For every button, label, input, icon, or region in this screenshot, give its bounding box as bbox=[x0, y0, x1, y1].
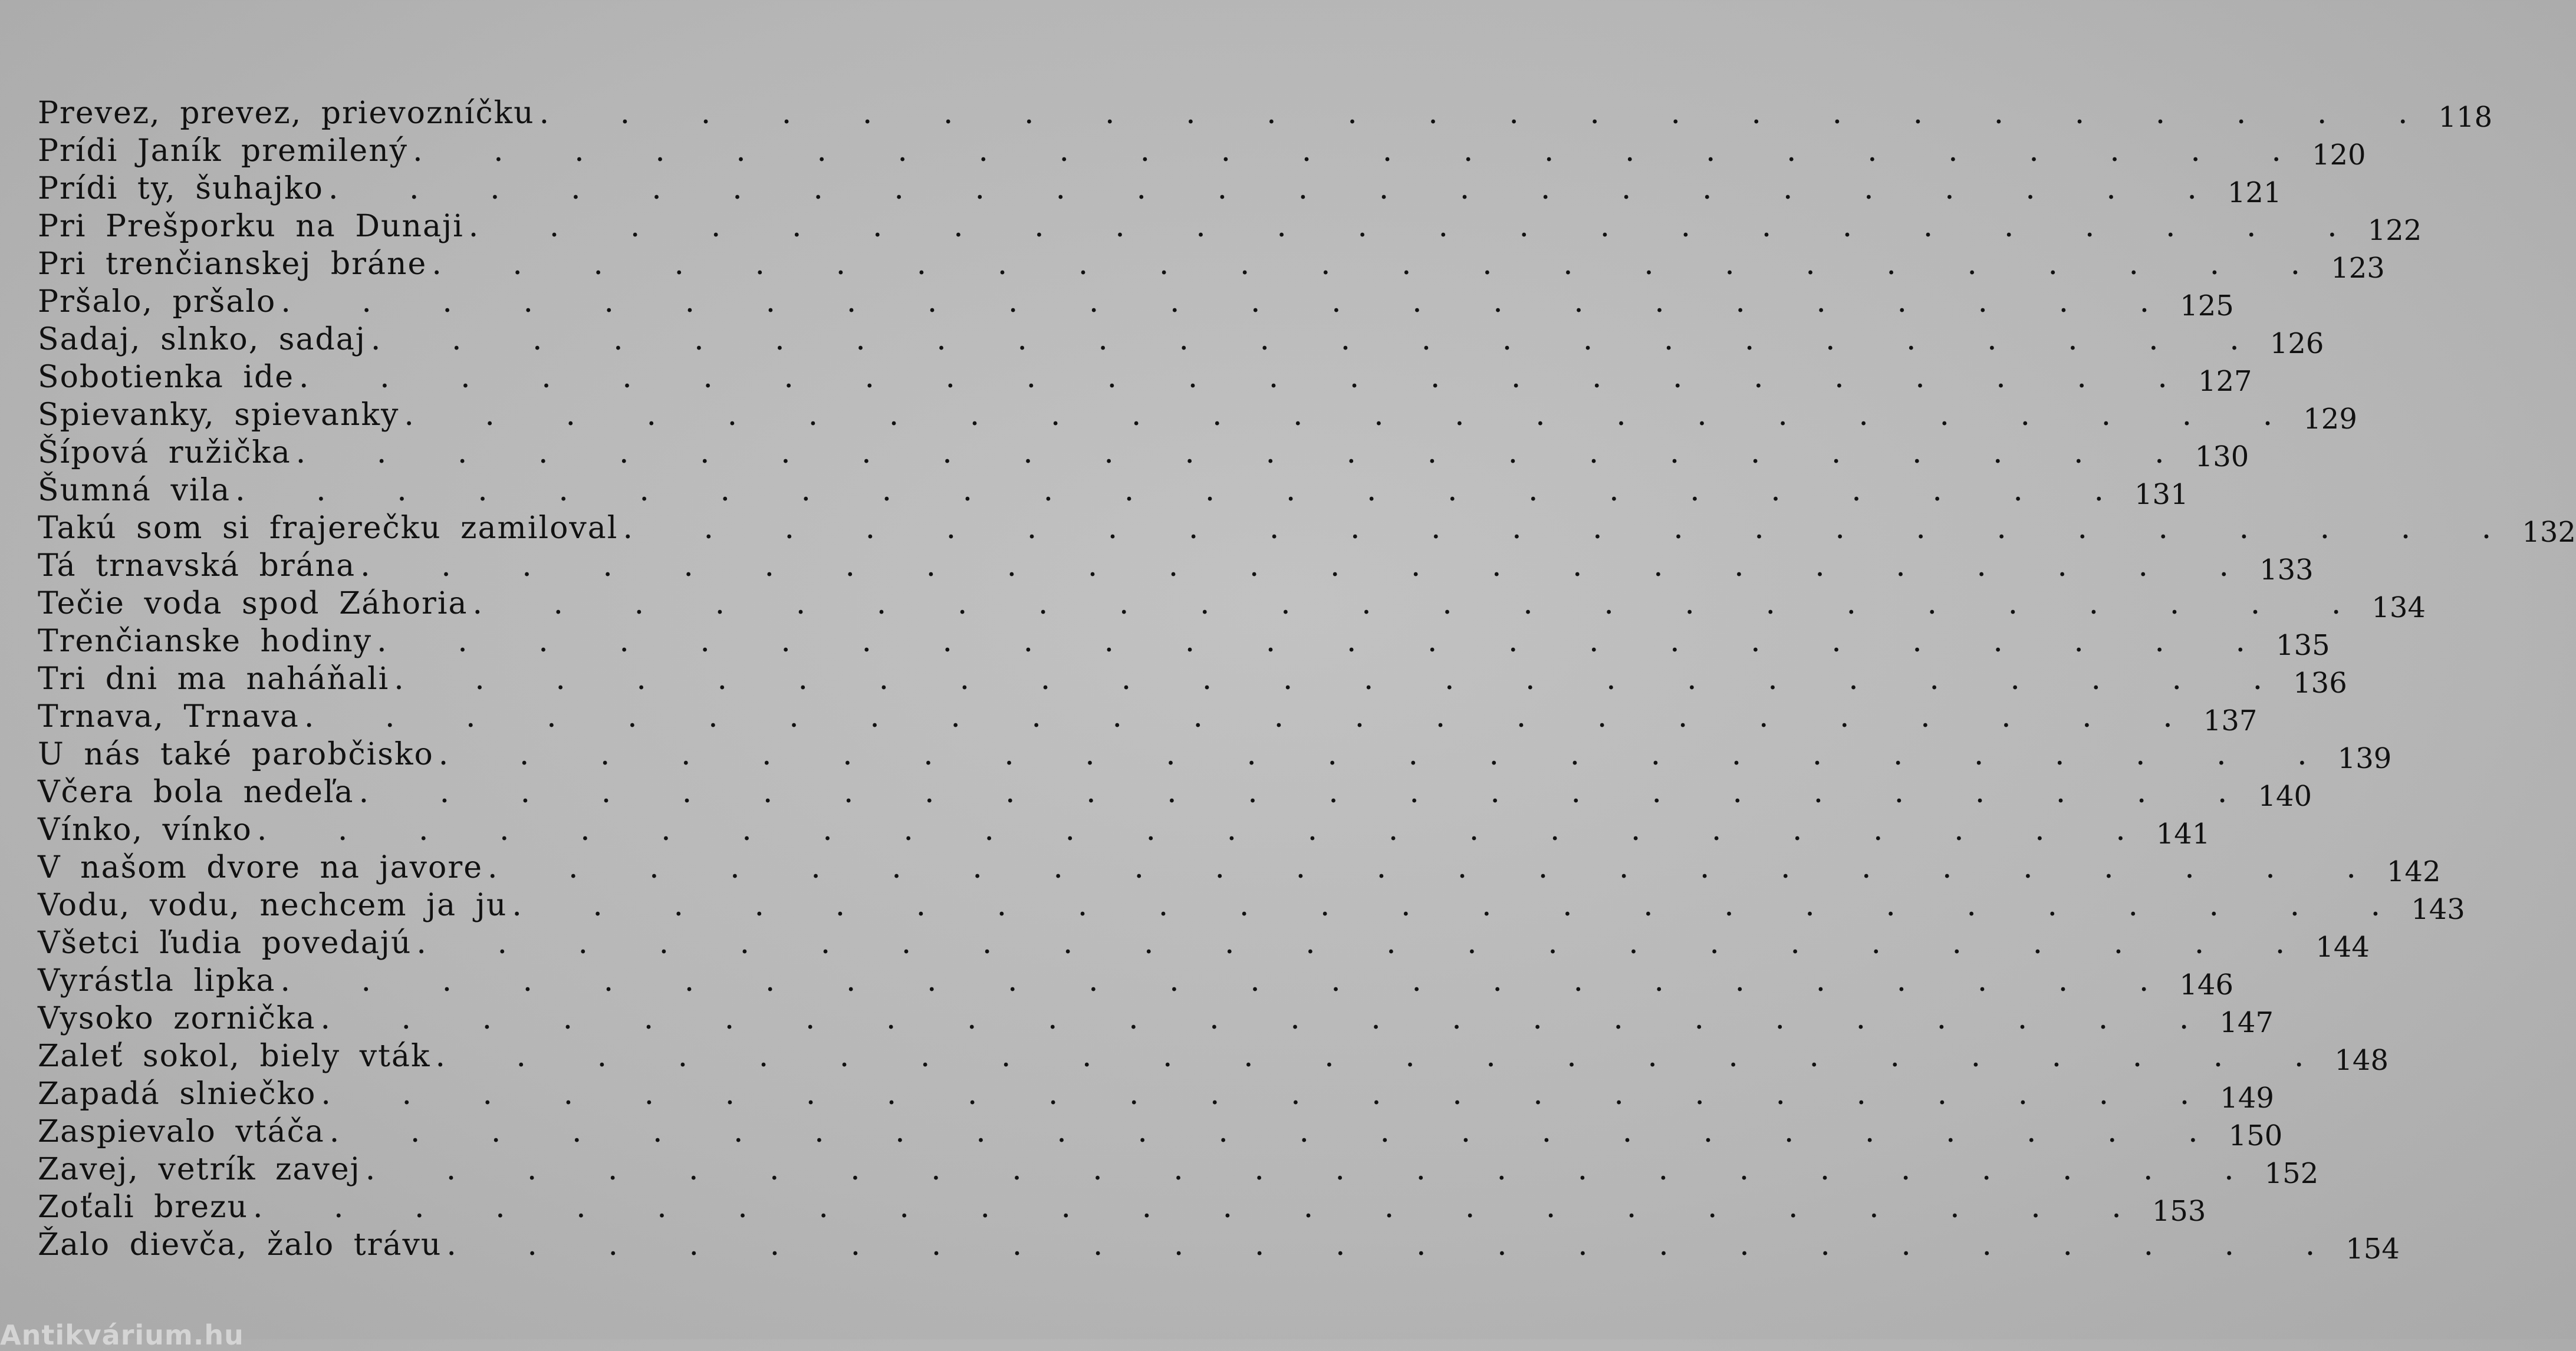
toc-entry-title: Tečie voda spod Záhoria bbox=[38, 586, 468, 621]
toc-entry-title: Vodu, vodu, nechcem ja ju bbox=[38, 888, 508, 923]
toc-entry bbox=[38, 1188, 2206, 1228]
dot-leader: . . . . . . . . . . . . . . . . . . . . . . . . bbox=[438, 737, 2338, 772]
toc-entry-page: 130 bbox=[2195, 440, 2249, 473]
dot-leader: . . . . . . . . . . . . . . . . . . . . . . . . bbox=[295, 435, 2195, 470]
toc-entry-title: U nás také parobčisko bbox=[38, 737, 434, 772]
dot-leader: . . . . . . . . . . . . . . . . . . . . . . . . bbox=[404, 397, 2304, 433]
toc-entry-page: 137 bbox=[2203, 704, 2258, 737]
dot-leader: . . . . . . . . . . . . . . . . . . . . . . . . bbox=[252, 1189, 2152, 1225]
dot-leader: . . . . . . . . . . . . . . . . . . . . . . . . bbox=[623, 510, 2522, 546]
dot-leader: . . . . . . . . . . . . . . . . . . . . . . . . bbox=[256, 812, 2156, 848]
toc-entry-page: 123 bbox=[2331, 252, 2385, 285]
toc-entry-title: Všetci ľudia povedajú bbox=[38, 925, 412, 961]
table-of-contents bbox=[38, 94, 2576, 1266]
toc-entry-title: Trnava, Trnava bbox=[38, 699, 300, 734]
toc-entry bbox=[38, 1037, 2389, 1077]
toc-entry bbox=[38, 396, 2357, 436]
dot-leader: . . . . . . . . . . . . . . . . . . . . . . . . bbox=[468, 209, 2368, 244]
toc-entry-title: Vyrástla lipka bbox=[38, 963, 276, 999]
toc-entry-title: Zapadá slniečko bbox=[38, 1076, 317, 1112]
toc-entry-page: 146 bbox=[2179, 968, 2234, 1001]
toc-entry-title: Sadaj, slnko, sadaj bbox=[38, 322, 366, 357]
toc-entry-page: 133 bbox=[2259, 553, 2314, 586]
toc-entry-title: Včera bola nedeľa bbox=[38, 775, 354, 810]
dot-leader: . . . . . . . . . . . . . . . . . . . . . . . . bbox=[360, 548, 2260, 584]
toc-entry-title: Zavej, vetrík zavej bbox=[38, 1152, 361, 1187]
toc-entry-page: 132 bbox=[2522, 516, 2576, 549]
toc-entry-title: Prídi Janík premilený bbox=[38, 133, 409, 169]
toc-entry-title: Pršalo, pršalo bbox=[38, 284, 277, 319]
toc-entry bbox=[38, 773, 2312, 813]
toc-entry bbox=[38, 434, 2249, 473]
toc-entry-title: Spievanky, spievanky bbox=[38, 397, 400, 433]
toc-entry-page: 150 bbox=[2228, 1119, 2283, 1152]
toc-entry-title: Zoťali brezu bbox=[38, 1189, 248, 1225]
toc-entry-page: 142 bbox=[2386, 855, 2441, 888]
toc-entry bbox=[38, 358, 2252, 398]
toc-entry-title: Zaspievalo vtáča bbox=[38, 1114, 325, 1149]
watermark: Antikvárium.hu bbox=[0, 1319, 244, 1351]
toc-entry bbox=[38, 321, 2324, 360]
toc-entry-page: 143 bbox=[2411, 893, 2465, 926]
dot-leader: . . . . . . . . . . . . . . . . . . . . . . . . bbox=[235, 473, 2134, 508]
toc-entry-title: Takú som si frajerečku zamiloval bbox=[38, 510, 618, 546]
toc-entry-title: Žalo dievča, žalo trávu bbox=[38, 1227, 442, 1263]
toc-entry-page: 144 bbox=[2315, 931, 2370, 964]
toc-entry bbox=[38, 94, 2493, 134]
toc-entry-title: Tri dni ma naháňali bbox=[38, 661, 390, 697]
toc-entry-page: 122 bbox=[2367, 214, 2422, 247]
toc-entry bbox=[38, 509, 2576, 549]
toc-entry-page: 153 bbox=[2151, 1195, 2206, 1228]
dot-leader: . . . . . . . . . . . . . . . . . . . . . . . . bbox=[365, 1152, 2265, 1187]
toc-entry bbox=[38, 1000, 2274, 1039]
toc-entry-title: Pri Prešporku na Dunaji bbox=[38, 209, 464, 244]
toc-entry bbox=[38, 170, 2282, 209]
toc-entry bbox=[38, 472, 2189, 511]
toc-entry bbox=[38, 1151, 2319, 1190]
toc-entry-title: Prevez, prevez, prievozníčku bbox=[38, 95, 535, 131]
toc-entry bbox=[38, 698, 2258, 737]
dot-leader: . . . . . . . . . . . . . . . . . . . . . . . . bbox=[488, 850, 2387, 885]
toc-entry bbox=[38, 132, 2366, 172]
dot-leader: . . . . . . . . . . . . . . . . . . . . . . . . bbox=[370, 322, 2270, 357]
toc-entry-page: 140 bbox=[2258, 780, 2312, 813]
toc-entry-title: Trenčianske hodiny bbox=[38, 624, 373, 659]
toc-entry bbox=[38, 924, 2370, 964]
dot-leader: . . . . . . . . . . . . . . . . . . . . . . . . bbox=[446, 1227, 2346, 1263]
dot-leader: . . . . . . . . . . . . . . . . . . . . . . . . bbox=[394, 661, 2294, 697]
toc-entry bbox=[38, 811, 2210, 851]
toc-entry-title: Vysoko zornička bbox=[38, 1001, 316, 1036]
dot-leader: . . . . . . . . . . . . . . . . . . . . . . . . bbox=[281, 284, 2180, 319]
toc-entry bbox=[38, 585, 2426, 624]
dot-leader: . . . . . . . . . . . . . . . . . . . . . . . . bbox=[432, 246, 2331, 282]
toc-entry-page: 131 bbox=[2134, 478, 2189, 511]
dot-leader: . . . . . . . . . . . . . . . . . . . . . . . . bbox=[320, 1001, 2220, 1036]
toc-entry-title: Prídi ty, šuhajko bbox=[38, 171, 324, 206]
toc-entry bbox=[38, 1226, 2400, 1266]
dot-leader: . . . . . . . . . . . . . . . . . . . . . . . . bbox=[416, 925, 2316, 961]
dot-leader: . . . . . . . . . . . . . . . . . . . . . . . . bbox=[280, 963, 2180, 999]
dot-leader: . . . . . . . . . . . . . . . . . . . . . . . . bbox=[512, 888, 2411, 923]
dot-leader: . . . . . . . . . . . . . . . . . . . . . . . . bbox=[321, 1076, 2220, 1112]
dot-leader: . . . . . . . . . . . . . . . . . . . . . . . . bbox=[435, 1039, 2335, 1074]
toc-entry-title: Vínko, vínko bbox=[38, 812, 252, 848]
dot-leader: . . . . . . . . . . . . . . . . . . . . . . . . bbox=[358, 775, 2258, 810]
dot-leader: . . . . . . . . . . . . . . . . . . . . . . . . bbox=[472, 586, 2372, 621]
toc-entry bbox=[38, 1113, 2283, 1152]
toc-entry-page: 149 bbox=[2220, 1082, 2274, 1115]
toc-entry-page: 118 bbox=[2438, 101, 2493, 134]
toc-entry bbox=[38, 622, 2330, 662]
toc-entry-page: 129 bbox=[2303, 403, 2357, 436]
toc-entry-page: 120 bbox=[2311, 139, 2366, 172]
toc-entry bbox=[38, 736, 2392, 775]
toc-entry bbox=[38, 1075, 2274, 1115]
toc-entry-page: 126 bbox=[2269, 327, 2324, 360]
toc-entry-page: 134 bbox=[2371, 591, 2426, 624]
toc-entry bbox=[38, 660, 2347, 700]
toc-entry bbox=[38, 849, 2441, 888]
toc-entry-page: 121 bbox=[2227, 176, 2282, 209]
toc-entry bbox=[38, 547, 2314, 586]
toc-entry-page: 148 bbox=[2334, 1044, 2389, 1077]
dot-leader: . . . . . . . . . . . . . . . . . . . . . . . . bbox=[413, 133, 2312, 169]
toc-entry-page: 154 bbox=[2345, 1233, 2400, 1266]
toc-entry-title: Pri trenčianskej bráne bbox=[38, 246, 427, 282]
toc-entry-page: 135 bbox=[2276, 629, 2330, 662]
toc-entry-title: V našom dvore na javore bbox=[38, 850, 483, 885]
toc-entry bbox=[38, 962, 2234, 1001]
toc-entry-page: 136 bbox=[2293, 667, 2347, 700]
toc-entry-title: Sobotienka ide bbox=[38, 360, 295, 395]
toc-entry-title: Zaleť sokol, biely vták bbox=[38, 1039, 431, 1074]
toc-entry-page: 125 bbox=[2180, 289, 2234, 322]
toc-entry-title: Šípová ružička bbox=[38, 435, 291, 470]
toc-entry-page: 139 bbox=[2337, 742, 2392, 775]
toc-entry bbox=[38, 207, 2422, 247]
toc-entry-page: 152 bbox=[2264, 1157, 2319, 1190]
dot-leader: . . . . . . . . . . . . . . . . . . . . . . . . bbox=[329, 1114, 2229, 1149]
toc-entry bbox=[38, 283, 2234, 322]
dot-leader: . . . . . . . . . . . . . . . . . . . . . . . . bbox=[304, 699, 2203, 734]
toc-entry bbox=[38, 245, 2385, 285]
dot-leader: . . . . . . . . . . . . . . . . . . . . . . . . bbox=[539, 95, 2439, 131]
toc-entry-title: Šumná vila bbox=[38, 473, 231, 508]
toc-entry bbox=[38, 887, 2465, 926]
toc-entry-page: 127 bbox=[2197, 365, 2252, 398]
dot-leader: . . . . . . . . . . . . . . . . . . . . . . . . bbox=[299, 360, 2198, 395]
toc-entry-page: 147 bbox=[2219, 1006, 2274, 1039]
toc-entry-title: Tá trnavská brána bbox=[38, 548, 356, 584]
dot-leader: . . . . . . . . . . . . . . . . . . . . . . . . bbox=[328, 171, 2228, 206]
toc-entry-page: 141 bbox=[2156, 818, 2210, 851]
dot-leader: . . . . . . . . . . . . . . . . . . . . . . . . bbox=[377, 624, 2276, 659]
